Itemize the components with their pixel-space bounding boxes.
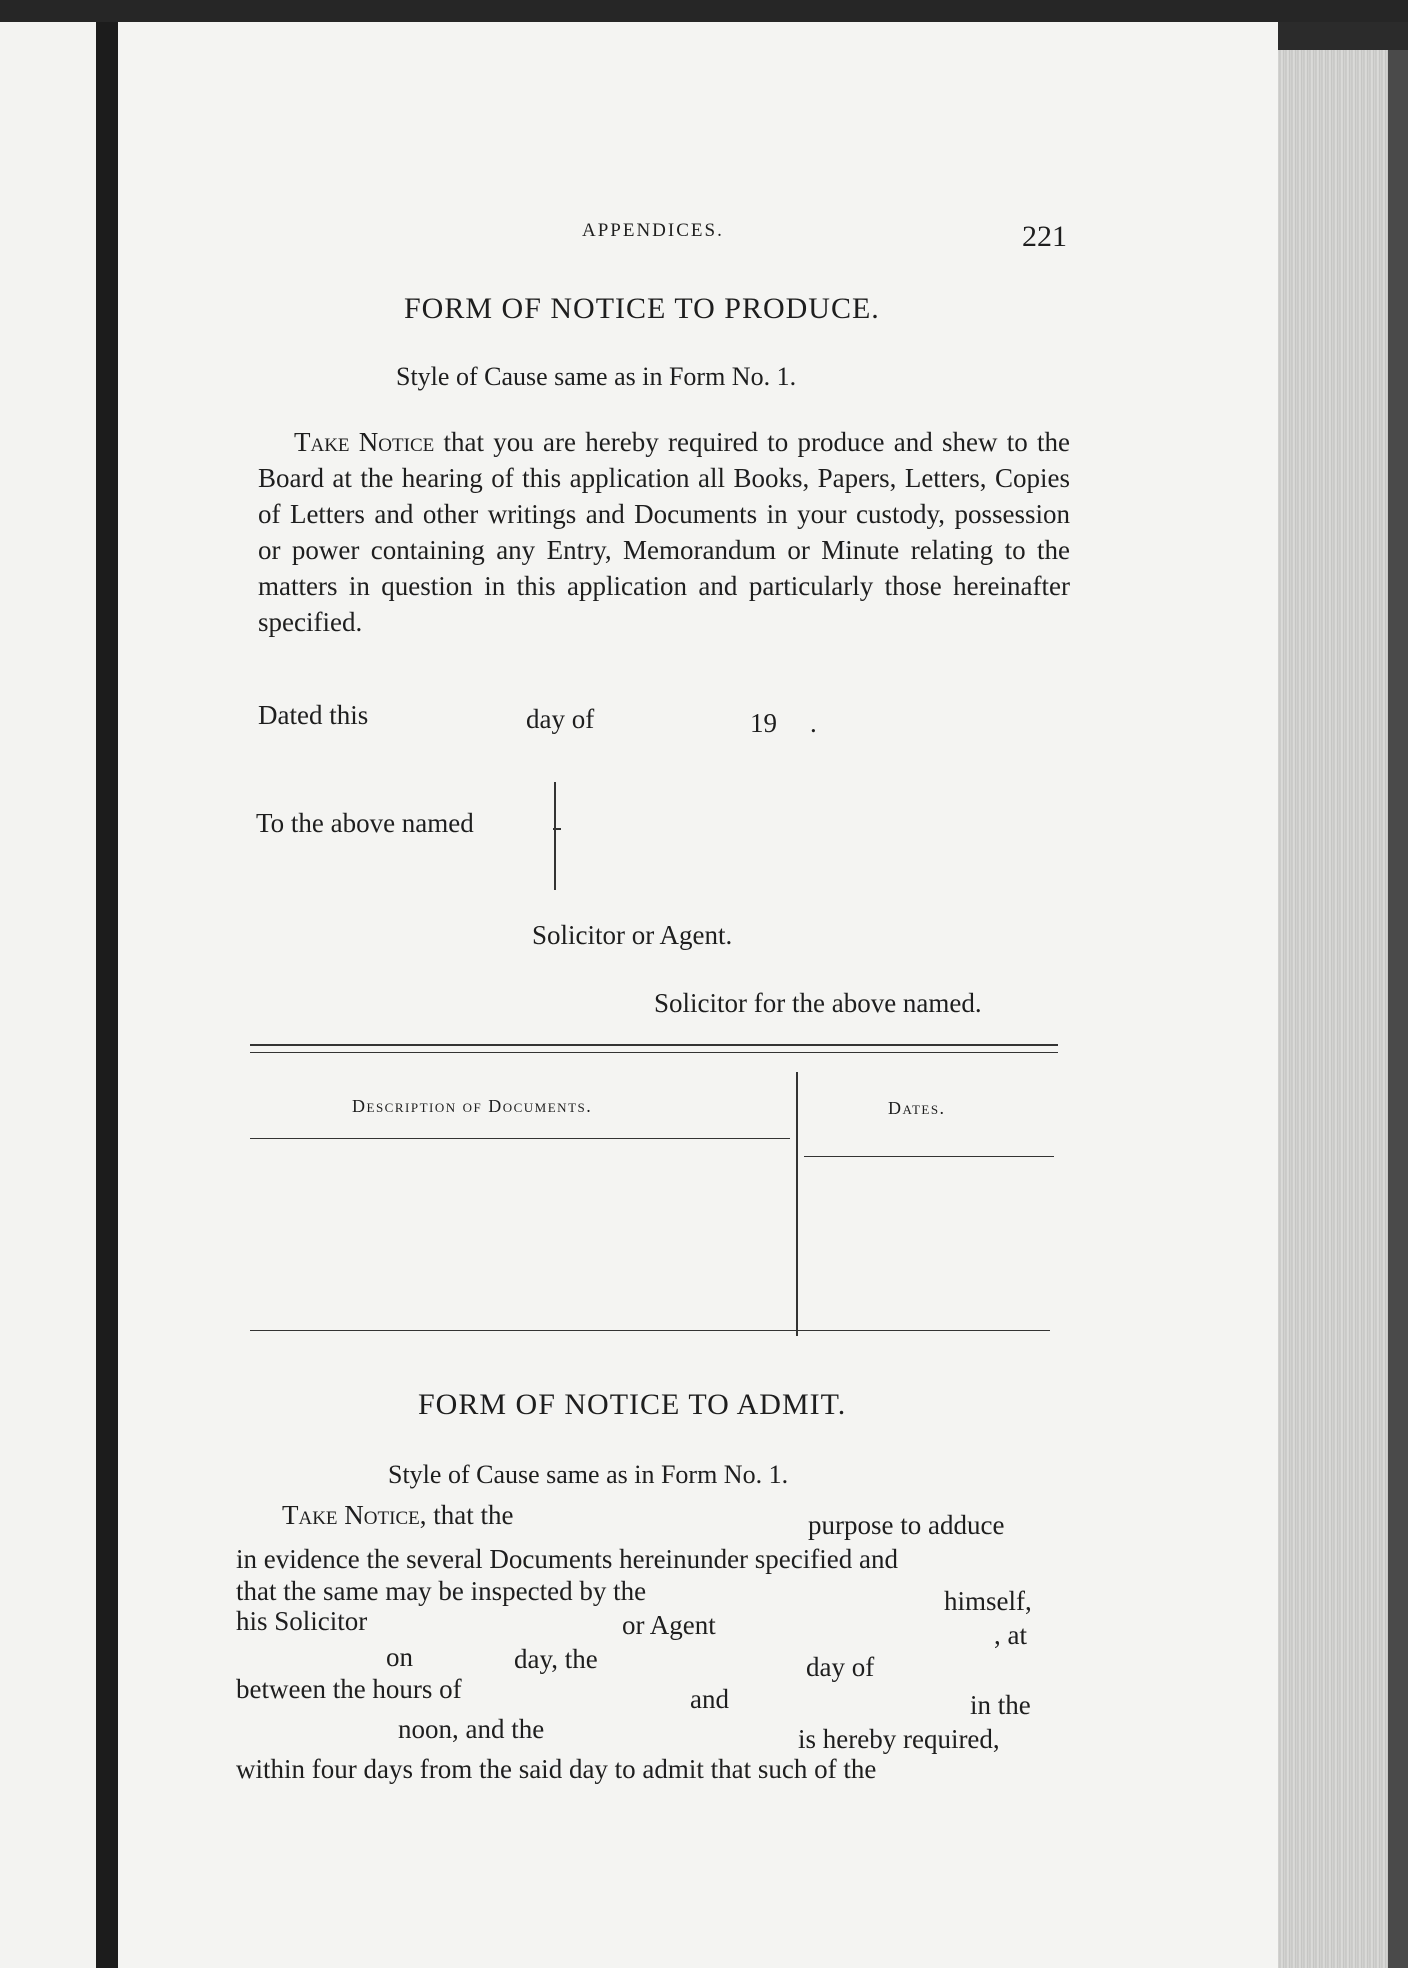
form2-line-4-a: his Solicitor bbox=[236, 1606, 368, 1636]
form2-line-5-c: day of bbox=[806, 1652, 875, 1682]
form2-take-notice: Take Notice bbox=[282, 1500, 420, 1530]
table-top-rule bbox=[250, 1044, 1058, 1046]
form2-line-5-b: day, the bbox=[514, 1644, 598, 1674]
table-top-rule-2 bbox=[250, 1052, 1058, 1053]
table-bottom-rule bbox=[250, 1330, 1050, 1331]
top-shadow-band bbox=[0, 0, 1408, 22]
table-column-divider bbox=[796, 1072, 798, 1336]
page-number: 221 bbox=[1022, 220, 1067, 253]
form1-paragraph bbox=[258, 424, 1070, 640]
solicitor-for-above: Solicitor for the above named. bbox=[654, 988, 982, 1018]
col-header-dates: Dates. bbox=[888, 1098, 946, 1118]
form2-line-3-a: that the same may be inspected by the bbox=[236, 1576, 647, 1606]
form2-line-7-b: is hereby required, bbox=[798, 1724, 1000, 1754]
form1-take-notice: Take Notice bbox=[294, 427, 435, 457]
form1-body: that you are hereby required to produce and shew to the Board at the hearing of this application all Books, Papers, Letters, Copies of Letters and other writings and Documents in your custody, possession or power containing any Entry, Memorandum or Minute relating to the matters in question in this application and particularly those hereinafter specified. bbox=[258, 427, 1070, 637]
day-of-label: day of bbox=[526, 704, 595, 734]
form2-line-8: within four days from the said day to admit that such of the bbox=[236, 1754, 877, 1784]
page-edges bbox=[1278, 50, 1388, 1968]
form2-title: FORM OF NOTICE TO ADMIT. bbox=[418, 1388, 847, 1421]
form2-line-4-c: , at bbox=[994, 1620, 1027, 1650]
running-head: APPENDICES. bbox=[582, 220, 724, 241]
form2-line-2: in evidence the several Documents hereinunder specified and bbox=[236, 1544, 898, 1574]
form2-line-6-c: in the bbox=[970, 1690, 1031, 1720]
form2-line-3-b: himself, bbox=[944, 1586, 1032, 1616]
form2-style-line: Style of Cause same as in Form No. 1. bbox=[388, 1460, 789, 1489]
year-label: 19 bbox=[750, 708, 777, 738]
form2-line-7-a: noon, and the bbox=[398, 1714, 545, 1744]
book-gutter bbox=[96, 22, 118, 1968]
facing-page-margin bbox=[0, 22, 96, 1968]
date-period: . bbox=[810, 708, 817, 738]
dated-this-label: Dated this bbox=[258, 700, 369, 730]
form1-title: FORM OF NOTICE TO PRODUCE. bbox=[404, 292, 880, 325]
solicitor-or-agent: Solicitor or Agent. bbox=[532, 920, 733, 950]
form2-line-6-a: between the hours of bbox=[236, 1674, 462, 1704]
page-edge-shadow bbox=[1388, 50, 1408, 1968]
to-above-named: To the above named bbox=[256, 808, 474, 838]
form1-style-line: Style of Cause same as in Form No. 1. bbox=[396, 362, 797, 391]
col-header-description: Description of Documents. bbox=[352, 1096, 593, 1116]
form2-line-6-b: and bbox=[690, 1684, 729, 1714]
form2-line-5-a: on bbox=[386, 1642, 413, 1672]
brace-mark bbox=[554, 782, 570, 890]
form2-line-4-b: or Agent bbox=[622, 1610, 716, 1640]
form2-line-1-b: purpose to adduce bbox=[808, 1510, 1005, 1540]
header-rule-right bbox=[804, 1156, 1054, 1157]
form2-line-1-a: Take Notice, that the bbox=[282, 1500, 514, 1530]
header-rule-left bbox=[250, 1138, 790, 1139]
brace-tip bbox=[553, 828, 561, 830]
